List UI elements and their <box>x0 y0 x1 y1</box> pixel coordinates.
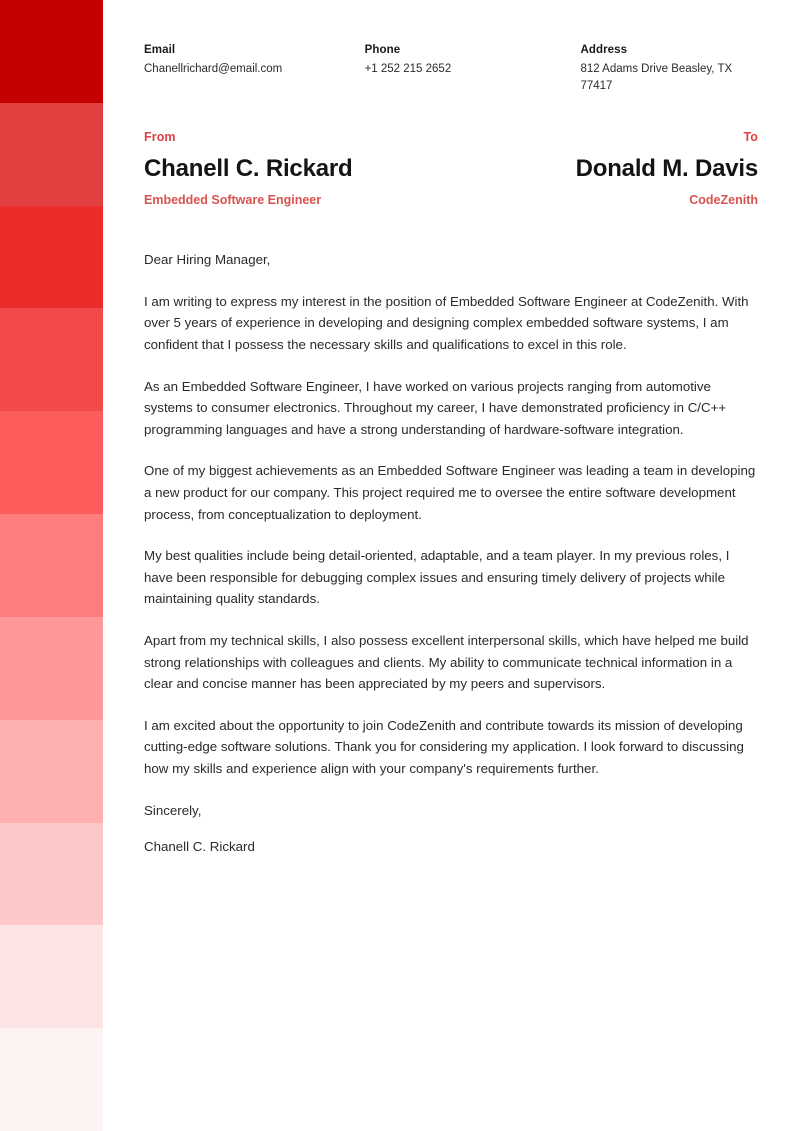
contact-column-email <box>144 42 365 96</box>
gradient-band <box>0 308 103 411</box>
phone-label: Phone <box>364 44 401 56</box>
recipient-block <box>576 130 758 208</box>
from-label: From <box>144 130 176 145</box>
letter-paragraph: As an Embedded Software Engineer, I have worked on various projects ranging from automotive systems to consumer electronics. Throughout my career, I have demonstrated proficiency in C/C++ programming languages and have a strong understanding of hardware-software integration. <box>144 378 727 437</box>
gradient-band <box>0 823 103 926</box>
gradient-band <box>0 925 103 1028</box>
email-label: Email <box>144 44 176 56</box>
address-label: Address <box>580 44 628 56</box>
letter-paragraph: Apart from my technical skills, I also possess excellent interpersonal skills, which have helped me build strong relationships with colleagues and clients. My ability to communicate technical information in a clear and concise manner has been appreciated by my peers and supervisors. <box>144 633 749 692</box>
contact-header <box>144 0 758 96</box>
sender-recipient-block <box>144 130 758 208</box>
letter-paragraph: I am excited about the opportunity to join CodeZenith and contribute towards its mission of developing cutting-edge software solutions. Thank you for considering my application. I look forward to discussing how my skills and experience align with your company's requirements further. <box>144 717 744 776</box>
closing-line: Sincerely, <box>144 802 202 818</box>
letter-body <box>144 249 758 857</box>
email-value: Chanellrichard@email.com <box>144 62 283 75</box>
salutation: Dear Hiring Manager, <box>144 252 271 268</box>
gradient-band <box>0 720 103 823</box>
contact-column-phone <box>365 42 581 96</box>
recipient-company: CodeZenith <box>689 193 758 208</box>
signature-name: Chanell C. Rickard <box>144 839 255 855</box>
letter-paragraph: My best qualities include being detail-oriented, adaptable, and a team player. In my previous roles, I have been responsible for debugging complex issues and ensuring timely delivery of projects while maintaining quality standards. <box>144 548 730 607</box>
letter-content <box>144 0 758 858</box>
gradient-band <box>0 103 103 206</box>
to-label: To <box>743 130 758 145</box>
sender-block <box>144 130 352 208</box>
recipient-name: Donald M. Davis <box>575 155 758 183</box>
gradient-band <box>0 0 103 103</box>
sender-name: Chanell C. Rickard <box>144 155 353 183</box>
address-value: 812 Adams Drive Beasley, TX 77417 <box>580 62 733 93</box>
sender-job-title: Embedded Software Engineer <box>144 193 322 208</box>
color-gradient-sidebar <box>0 0 103 1131</box>
contact-column-address <box>580 42 758 96</box>
phone-value: +1 252 215 2652 <box>364 62 452 75</box>
gradient-band <box>0 411 103 514</box>
letter-paragraph: I am writing to express my interest in the position of Embedded Software Engineer at CodeZenith. With over 5 years of experience in developing and designing complex embedded software systems, I am confident that I possess the necessary skills and qualifications to excel in this role. <box>144 293 749 353</box>
gradient-band <box>0 514 103 617</box>
gradient-band <box>0 617 103 720</box>
gradient-band <box>0 1028 103 1131</box>
gradient-band <box>0 206 103 309</box>
letter-paragraph: One of my biggest achievements as an Embedded Software Engineer was leading a team in developing a new product for our company. This project required me to oversee the entire software development process, from conceptualization to deployment. <box>144 463 756 522</box>
